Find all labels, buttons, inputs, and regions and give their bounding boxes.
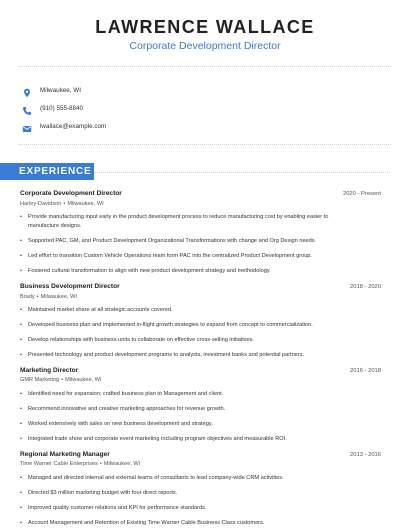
job-bullet: • Presented technology and product development programs to analysts, investment banks and potential partners.: [20, 352, 305, 358]
contact-phone: [22, 102, 83, 114]
location-pin-icon: [22, 85, 32, 95]
job-title: Marketing Director: [20, 367, 79, 374]
job-bullet: • Worked extensively with sales on new business development and strategy.: [20, 421, 213, 427]
job-company-line: Brady • Milwaukee, WI: [20, 294, 77, 300]
job-location: Milwaukee, WI: [103, 461, 141, 467]
contact-email: [22, 120, 106, 132]
job-bullet: • Recommend innovative and creative marketing approaches for revenue growth.: [20, 406, 226, 412]
email-icon: [22, 121, 32, 131]
contact-location-text: Milwaukee, WI: [40, 86, 81, 94]
divider: [19, 66, 391, 67]
job-title: Regional Marketing Manager: [20, 451, 110, 458]
section-heading-experience: EXPERIENCE: [19, 166, 92, 177]
candidate-title: Corporate Development Director: [129, 40, 281, 52]
divider: [19, 144, 391, 145]
job-title: Corporate Development Director: [20, 190, 122, 197]
candidate-name: LAWRENCE WALLACE: [95, 17, 315, 37]
job-bullet: • Maintained market share at all strategic accounts covered.: [20, 307, 173, 313]
job-dates: 2016 - 2018: [350, 368, 381, 374]
job-company-line: Harley-Davidson • Milwaukee, WI: [20, 201, 104, 207]
divider: [94, 172, 390, 173]
job-location: Milwaukee, WI: [67, 201, 104, 207]
job-dates: 2018 - 2020: [350, 284, 381, 290]
job-bullet: • Provide manufacturing input early in the product development process to reduce manufacturing cost by enabling easier to manufacture designs.: [20, 214, 329, 229]
job-bullet: • Account Management and Retention of Existing Time Warner Cable Business Class customers.: [20, 520, 265, 526]
job-bullet: • Led effort to transition Custom Vehicle Operations team form PAC into the centralized Product Development group.: [20, 253, 312, 259]
job-bullet: • Directed $3 million marketing budget with four direct reports.: [20, 490, 178, 496]
contact-phone-text: (910) 555-8840: [40, 104, 84, 112]
job-company-line: Time Warner Cable Enterprises • Milwaukee, WI: [20, 461, 141, 467]
job-bullet: • Fostered cultural transformation to align with new product development strategy and methodology.: [20, 268, 271, 274]
job-bullet: • Managed and directed internal and external teams of consultants to lead company-wide CRM activities.: [20, 475, 284, 481]
contact-email-text[interactable]: lwallace@example.com: [40, 122, 107, 130]
job-dates: 2020 - Present: [342, 191, 381, 197]
job-bullet: • Integrated trade show and corporate event marketing including program objectives and measurable ROI.: [20, 436, 287, 442]
contact-location: [22, 84, 81, 96]
job-company: Harley-Davidson: [20, 201, 62, 207]
job-location: Milwaukee, WI: [65, 377, 102, 383]
phone-icon: [22, 103, 32, 113]
job-title: Business Development Director: [20, 283, 120, 290]
job-bullet: • Develop relationships with business units to collaborate on effective cross-selling initiatives.: [20, 337, 254, 343]
job-dates: 2013 - 2016: [350, 452, 381, 458]
job-bullet: • Improved quality customer relations and KPI for performance standards.: [20, 505, 207, 511]
job-location: Milwaukee, WI: [40, 294, 77, 300]
job-company: Brady: [20, 294, 35, 300]
job-company: Time Warner Cable Enterprises: [20, 461, 98, 467]
job-bullet: • Supported PAC, GM, and Product Development Organizational Transformations with change and Org Design needs.: [20, 238, 317, 244]
job-bullet: • Identified need for expansion; crafted business plan to Management and client.: [20, 391, 224, 397]
job-bullet: • Developed business plan and implemented in-flight growth strategies to expand from concept to commercialization.: [20, 322, 313, 328]
job-company: GMR Marketing: [20, 377, 60, 383]
job-company-line: GMR Marketing • Milwaukee, WI: [20, 377, 102, 383]
